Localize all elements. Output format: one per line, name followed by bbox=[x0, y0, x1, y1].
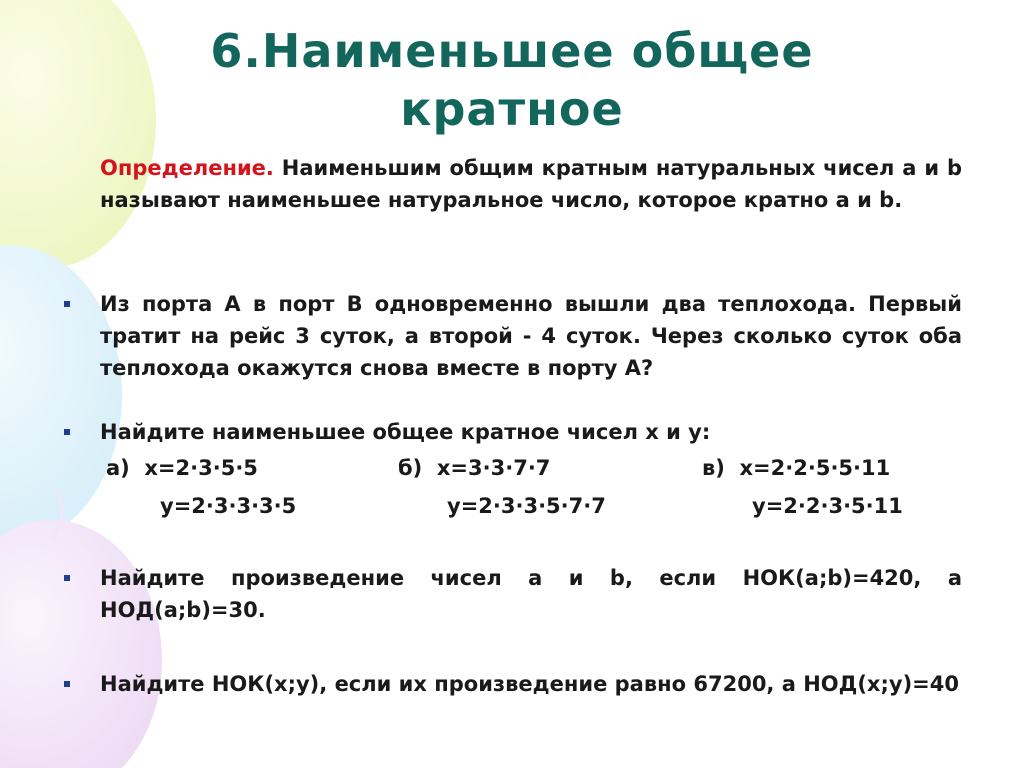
factorization-row-y bbox=[0, 490, 1024, 524]
bullet-text: Найдите наименьшее общее кратное чисел х и у: bbox=[100, 420, 711, 444]
square-bullet-icon bbox=[64, 301, 70, 307]
bullet-item-lcm-task bbox=[60, 416, 962, 448]
bullet-text: Из порта А в порт В одновременно вышли два теплохода. Первый тратит на рейс 3 суток, а второй - 4 суток. Через сколько суток оба теплохода окажутся снова вместе в порту А? bbox=[100, 292, 962, 380]
factor-v-y: у=2·2·3·5·11 bbox=[752, 494, 903, 518]
factor-b-x: б) х=3·3·7·7 bbox=[398, 456, 551, 480]
factor-a-x: а) х=2·3·5·5 bbox=[106, 456, 258, 480]
factor-v-x: в) х=2·2·5·5·11 bbox=[702, 456, 891, 480]
definition-text: Наименьшим общим кратным натуральных чисел a и b называют наименьшее натуральное число, которое кратно a и b. bbox=[100, 156, 962, 212]
bullet-text: Найдите произведение чисел a и b, если НОК(a;b)=420, а НОД(a;b)=30. bbox=[100, 566, 962, 622]
factor-b-y: у=2·3·3·5·7·7 bbox=[447, 494, 606, 518]
factorization-row-x bbox=[0, 452, 1024, 486]
square-bullet-icon bbox=[64, 575, 70, 581]
bullet-text: Найдите НОК(x;y), если их произведение равно 67200, а НОД(x;y)=40 bbox=[100, 672, 959, 696]
square-bullet-icon bbox=[64, 429, 70, 435]
factor-a-y: у=2·3·3·3·5 bbox=[160, 494, 297, 518]
slide-title: 6.Наименьшее общее кратное bbox=[210, 24, 814, 136]
bullet-item-lcm-from-product-task bbox=[60, 668, 962, 700]
definition-paragraph bbox=[100, 152, 962, 216]
square-bullet-icon bbox=[64, 681, 70, 687]
bullet-item-product-task bbox=[60, 562, 962, 626]
definition-label: Определение. bbox=[100, 156, 274, 180]
bullet-item-ships-problem bbox=[60, 288, 962, 384]
